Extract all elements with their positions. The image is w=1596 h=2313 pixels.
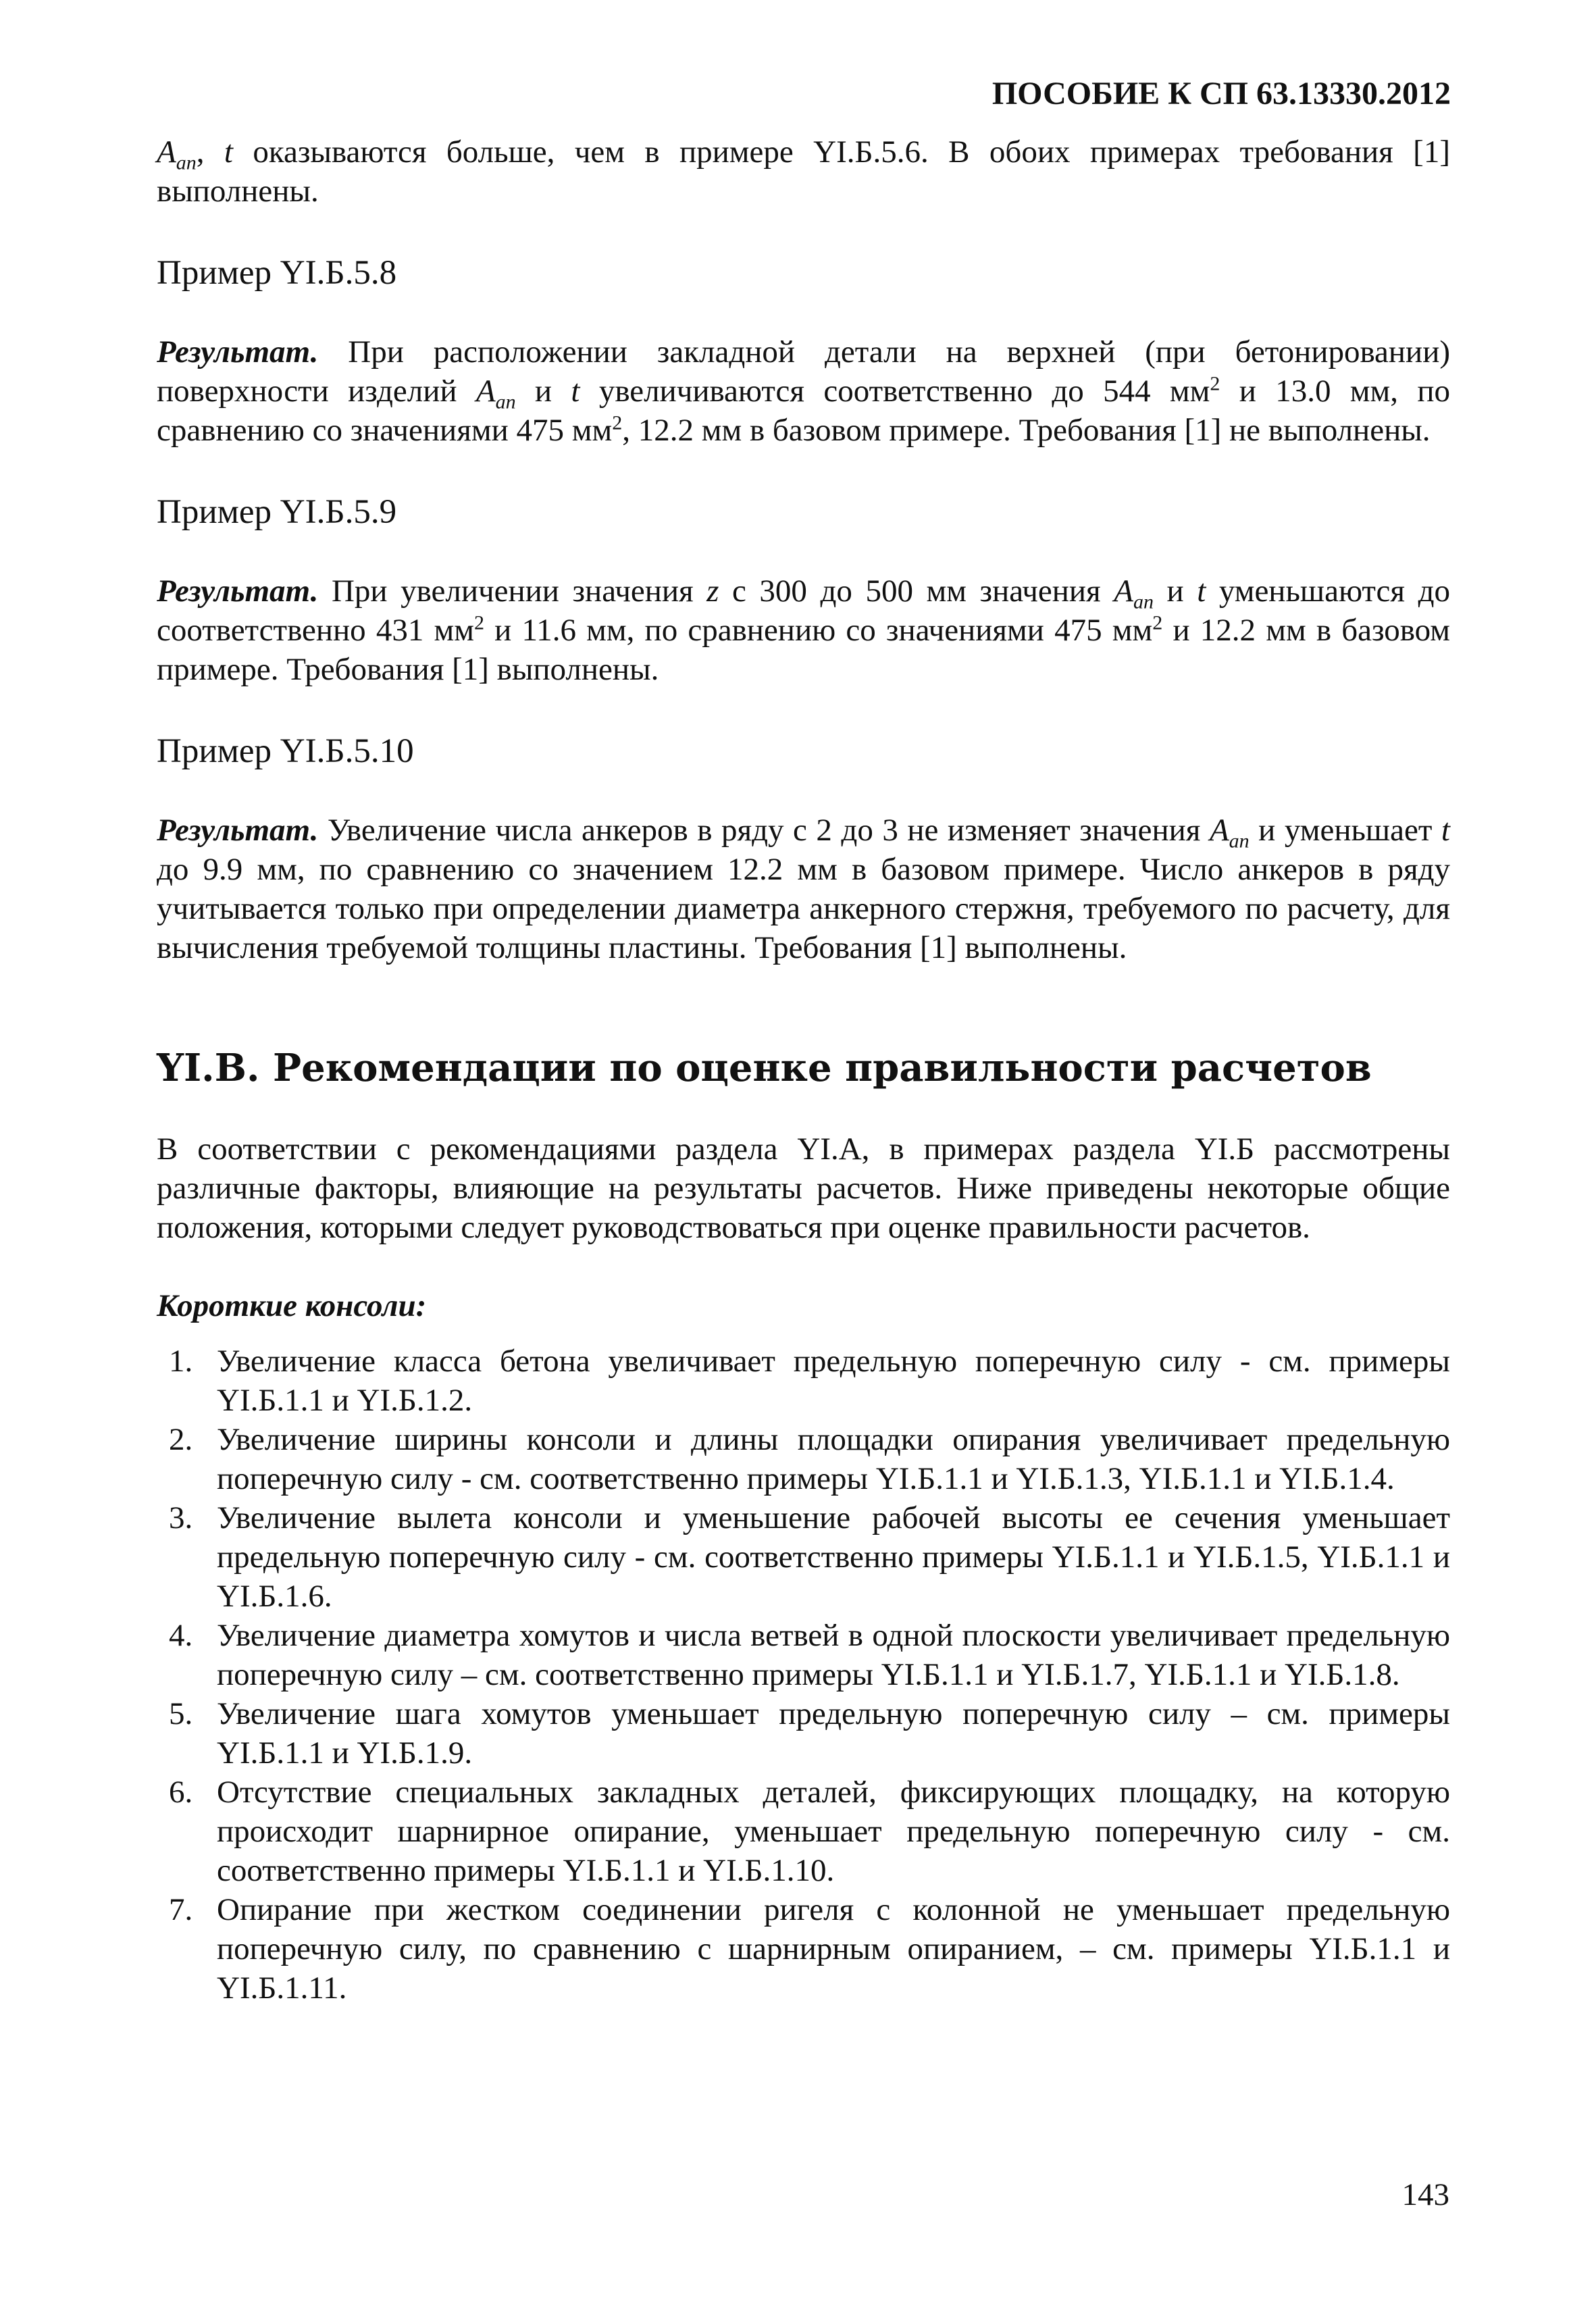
running-header: ПОСОБИЕ К СП 63.13330.2012 bbox=[992, 76, 1451, 111]
list-item: 4. Увеличение диаметра хомутов и числа ветвей в одной плоскости увеличивает предельную поперечную силу – см. соответственно примеры YI.Б.1.1 и YI.Б.1.7, YI.Б.1.1 и YI.Б.1.8. bbox=[169, 1618, 1450, 1692]
recommendations-list bbox=[157, 1342, 1450, 2008]
example-result-9: Результат. При увеличении значения z с 300 до 500 мм значения $A_{an}$ и t уменьшаются до соответственно 431 $мм^2$ и 11.6 мм, по сравнению со значениями 475 $мм^2$ и 12.2 мм в базовом примере. Требования [1] выполнены. bbox=[157, 574, 1450, 687]
result-label: Результат. bbox=[157, 813, 319, 848]
example-result-8: Результат. При расположении закладной детали на верхней (при бетонировании) поверхности изделий $A_{an}$ и t увеличиваются соответственно до 544 $мм^2$ и 13.0 мм, по сравнению со значениями 475 $мм^2$, 12.2 мм в базовом примере. Требования [1] не выполнены. bbox=[157, 334, 1451, 448]
example-result-10: Результат. Увеличение числа анкеров в ряду с 2 до 3 не изменяет значения $A_{an}$ и уменьшает t до 9.9 мм, по сравнению со значением 12.2 мм в базовом примере. Число анкеров в ряду учитывается только при определении диаметра анкерного стержня, требуемого по расчету, для вычисления требуемой толщины пластины. Требования [1] выполнены. bbox=[157, 813, 1450, 965]
list-item: 5. Увеличение шага хомутов уменьшает предельную поперечную силу – см. примеры YI.Б.1.1 и YI.Б.1.9. bbox=[169, 1696, 1450, 1771]
variable-t: t bbox=[1441, 813, 1450, 848]
example-title-8: Пример YI.Б.5.8 bbox=[157, 254, 397, 292]
page-body bbox=[157, 132, 1450, 2008]
variable-a: $A_{an}$ bbox=[475, 374, 516, 413]
variable-t: t bbox=[224, 134, 233, 170]
list-item: 1. Увеличение класса бетона увеличивает предельную поперечную силу - см. примеры YI.Б.1.1 и YI.Б.1.2. bbox=[169, 1344, 1450, 1418]
example-title-9: Пример YI.Б.5.9 bbox=[157, 493, 397, 531]
section-intro: В соответствии с рекомендациями раздела YI.А, в примерах раздела YI.Б рассмотрены различные факторы, влияющие на результаты расчетов. Ниже приведены некоторые общие положения, которыми следует руководствоваться при оценке правильности расчетов. bbox=[157, 1132, 1450, 1245]
variable-a: $A_{an}$ bbox=[1114, 574, 1154, 613]
variable-t: t bbox=[571, 374, 580, 409]
result-label: Результат. bbox=[157, 334, 319, 370]
variable-z: z bbox=[706, 574, 719, 609]
list-item: 7. Опирание при жестком соединении ригеля с колонной не уменьшает предельную поперечную силу, по сравнению с шарнирным опиранием, – см. примеры YI.Б.1.1 и YI.Б.1.11. bbox=[169, 1892, 1450, 2006]
variable-a: $A_{an}$ bbox=[1209, 813, 1250, 853]
list-item: 6. Отсутствие специальных закладных деталей, фиксирующих площадку, на которую происходит шарнирное опирание, уменьшает предельную поперечную силу - см. соответственно примеры YI.Б.1.1 и YI.Б.1.10. bbox=[169, 1775, 1450, 1888]
variable-t: t bbox=[1197, 574, 1206, 609]
list-item: 3. Увеличение вылета консоли и уменьшение рабочей высоты ее сечения уменьшает предельную поперечную силу - см. соответственно примеры YI.Б.1.1 и YI.Б.1.5, YI.Б.1.1 и YI.Б.1.6. bbox=[169, 1500, 1450, 1614]
example-title-10: Пример YI.Б.5.10 bbox=[157, 732, 414, 770]
page-number: 143 bbox=[1401, 2177, 1449, 2212]
list-item: 2. Увеличение ширины консоли и длины площадки опирания увеличивает предельную поперечную силу - см. соответственно примеры YI.Б.1.1 и YI.Б.1.3, YI.Б.1.1 и YI.Б.1.4. bbox=[169, 1422, 1450, 1496]
result-label: Результат. bbox=[157, 574, 319, 609]
section-title: YI.В. Рекомендации по оценке правильности расчетов bbox=[157, 1046, 1372, 1090]
subheading-short-consoles: Короткие консоли: bbox=[157, 1288, 427, 1323]
carry-over-paragraph: $A_{an}$, t оказываются больше, чем в примере YI.Б.5.6. В обоих примерах требования [1] выполнены. bbox=[157, 134, 1450, 209]
variable-a: $A_{an}$ bbox=[157, 134, 197, 174]
